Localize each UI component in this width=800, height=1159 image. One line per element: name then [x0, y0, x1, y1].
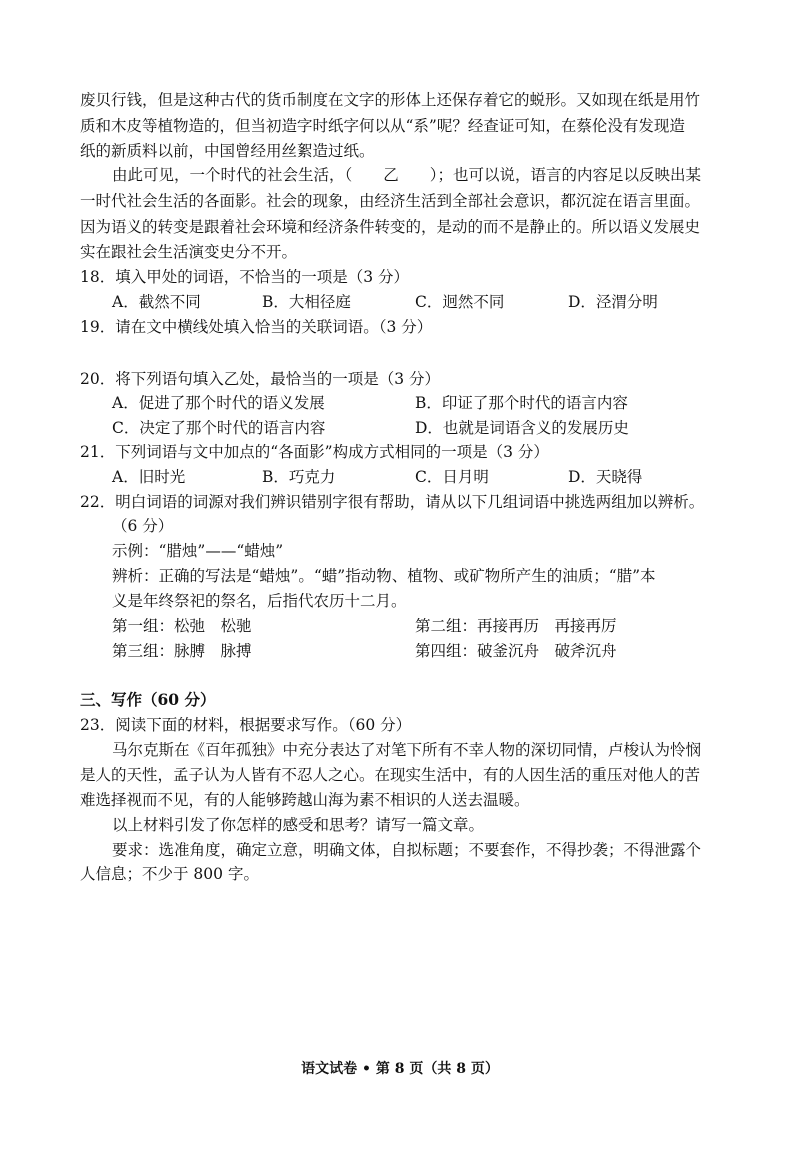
question-22-analysis: 义是年终祭祀的祭名，后指代农历十二月。 [112, 592, 407, 610]
section-title: 三、写作（60 分） [80, 690, 216, 709]
passage-line: 实在跟社会生活演变史分不开。 [80, 243, 298, 261]
group-1: 第一组：松弛 松驰 [112, 617, 252, 635]
group-3: 第三组：脉膊 脉搏 [112, 642, 252, 660]
question-20-stem: 20．将下列语句填入乙处，最恰当的一项是（3 分） [80, 370, 441, 388]
writing-requirements: 要求：选准角度，确定立意，明确文体，自拟标题；不要套作，不得抄袭；不得泄露个 [112, 841, 702, 859]
page-footer: 语文试卷 • 第 8 页（共 8 页） [301, 1061, 499, 1077]
passage-line: 一时代社会生活的各面影。社会的现象，由经济生活到全部社会意识，都沉淀在语言里面。 [80, 192, 701, 210]
option-b: B．大相径庭 [262, 293, 351, 311]
group-4: 第四组：破釜沉舟 破斧沉舟 [415, 642, 617, 660]
option-a: A．促进了那个时代的语义发展 [112, 394, 325, 412]
option-c: C．迥然不同 [415, 293, 505, 311]
option-b: B．巧克力 [262, 468, 336, 486]
option-c: C．决定了那个时代的语言内容 [112, 419, 326, 437]
passage-line: 由此可见，一个时代的社会生活，（ 乙 ）；也可以说，语言的内容足以反映出某 [112, 166, 702, 184]
question-22-analysis: 辨析：正确的写法是“蜡烛”。“蜡”指动物、植物、或矿物所产生的油质；“腊”本 [112, 567, 656, 585]
material-line: 难选择视而不见，有的人能够跨越山海为素不相识的人送去温暖。 [80, 791, 530, 809]
option-a: A．旧时光 [112, 468, 186, 486]
question-22-stem: （6 分） [112, 517, 174, 535]
passage-line: 质和木皮等植物造的，但当初造字时纸字何以从“系”呢？经查证可知，在蔡伦没有发现造 [80, 117, 685, 135]
option-a: A．截然不同 [112, 293, 201, 311]
passage-line: 因为语义的转变是跟着社会环境和经济条件转变的，是动的而不是静止的。所以语义发展史 [80, 218, 701, 236]
question-18-options [112, 290, 732, 314]
question-21-stem: 21．下列词语与文中加点的“各面影”构成方式相同的一项是（3 分） [80, 443, 549, 461]
question-22-groups [112, 614, 732, 638]
option-d: D．也就是词语含义的发展历史 [415, 419, 629, 437]
question-22-stem: 22．明白词语的词源对我们辨识错别字很有帮助，请从以下几组词语中挑选两组加以辨析。 [80, 493, 705, 511]
question-22-example: 示例：“腊烛”——“蜡烛” [112, 542, 284, 560]
question-21-options [112, 465, 732, 489]
option-b: B．印证了那个时代的语言内容 [415, 394, 628, 412]
writing-prompt: 以上材料引发了你怎样的感受和思考？请写一篇文章。 [112, 816, 485, 834]
material-line: 是人的天性，孟子认为人皆有不忍人之心。在现实生活中，有的人因生活的重压对他人的苦 [80, 766, 701, 784]
question-20-options [112, 391, 732, 415]
question-18-stem: 18．填入甲处的词语，不恰当的一项是（3 分） [80, 268, 410, 286]
passage-line: 废贝行钱，但是这种古代的货币制度在文字的形体上还保存着它的蜕形。又如现在纸是用竹 [80, 91, 701, 109]
option-d: D．泾渭分明 [568, 293, 658, 311]
question-20-options [112, 416, 732, 440]
option-d: D．天晓得 [568, 468, 643, 486]
group-2: 第二组：再接再历 再接再厉 [415, 617, 617, 635]
question-23-stem: 23．阅读下面的材料，根据要求写作。（60 分） [80, 716, 412, 734]
material-line: 马尔克斯在《百年孤独》中充分表达了对笔下所有不幸人物的深切同情，卢梭认为怜悯 [112, 741, 702, 759]
question-19-stem: 19．请在文中横线处填入恰当的关联词语。（3 分） [80, 318, 433, 336]
passage-line: 纸的新质料以前，中国曾经用丝絮造过纸。 [80, 142, 375, 160]
option-c: C．日月明 [415, 468, 489, 486]
question-22-groups [112, 639, 732, 663]
writing-requirements: 人信息；不少于 800 字。 [80, 865, 259, 883]
